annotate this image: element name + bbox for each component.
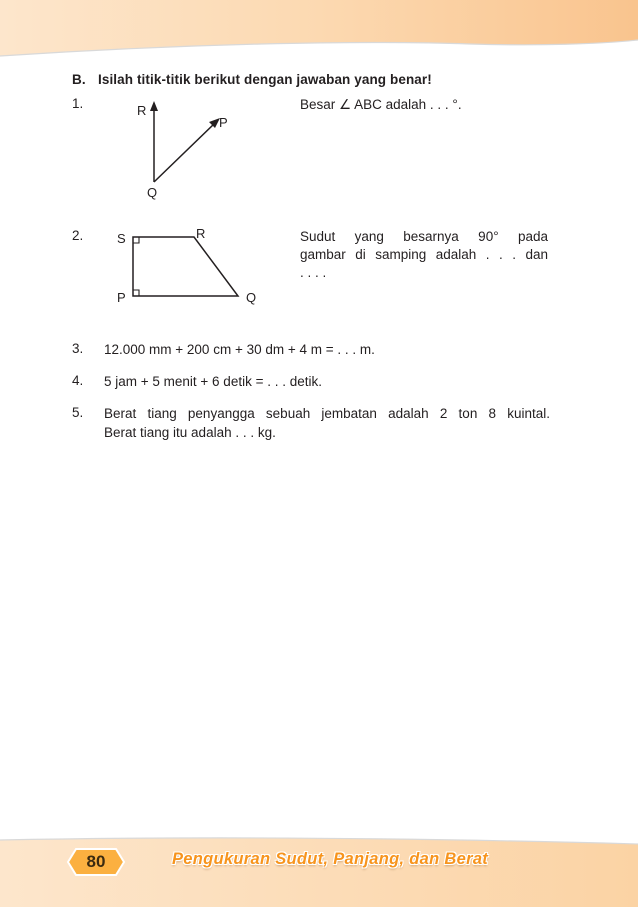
question-5-number: 5. — [72, 405, 84, 420]
section-heading — [72, 72, 432, 87]
header-decoration — [0, 0, 638, 80]
label-s: S — [117, 231, 126, 246]
question-2-number: 2. — [72, 228, 84, 243]
question-2-line-3: . . . . — [300, 265, 327, 280]
label-q: Q — [147, 185, 158, 200]
page-number: 80 — [86, 852, 106, 871]
label-r: R — [137, 103, 147, 118]
chapter-title: Pengukuran Sudut, Panjang, dan Berat — [172, 850, 489, 868]
label-q: Q — [246, 290, 257, 305]
question-1-number: 1. — [72, 96, 84, 111]
label-r: R — [196, 226, 206, 241]
figure-trapezoid-pqrs — [108, 222, 268, 308]
question-2-line-2: gambar di samping adalah . . . dan — [300, 247, 548, 262]
question-3-number: 3. — [72, 341, 84, 356]
label-p: P — [219, 115, 228, 130]
question-1-text: Besar ∠ ABC adalah . . . °. — [300, 97, 462, 112]
question-2-line-1: Sudut yang besarnya 90° pada — [300, 229, 548, 244]
section-letter: B. — [72, 72, 86, 87]
question-4-number: 4. — [72, 373, 84, 388]
figure-angle-rqp — [120, 96, 260, 206]
question-5-line-2: Berat tiang itu adalah . . . kg. — [104, 425, 276, 440]
question-4-text: 5 jam + 5 menit + 6 detik = . . . detik. — [104, 374, 322, 389]
section-instruction: Isilah titik-titik berikut dengan jawaban yang benar! — [98, 72, 432, 87]
question-3-text: 12.000 mm + 200 cm + 30 dm + 4 m = . . . m. — [104, 342, 375, 357]
question-5-line-1: Berat tiang penyangga sebuah jembatan adalah 2 ton 8 kuintal. — [104, 406, 550, 421]
label-p: P — [117, 290, 126, 305]
